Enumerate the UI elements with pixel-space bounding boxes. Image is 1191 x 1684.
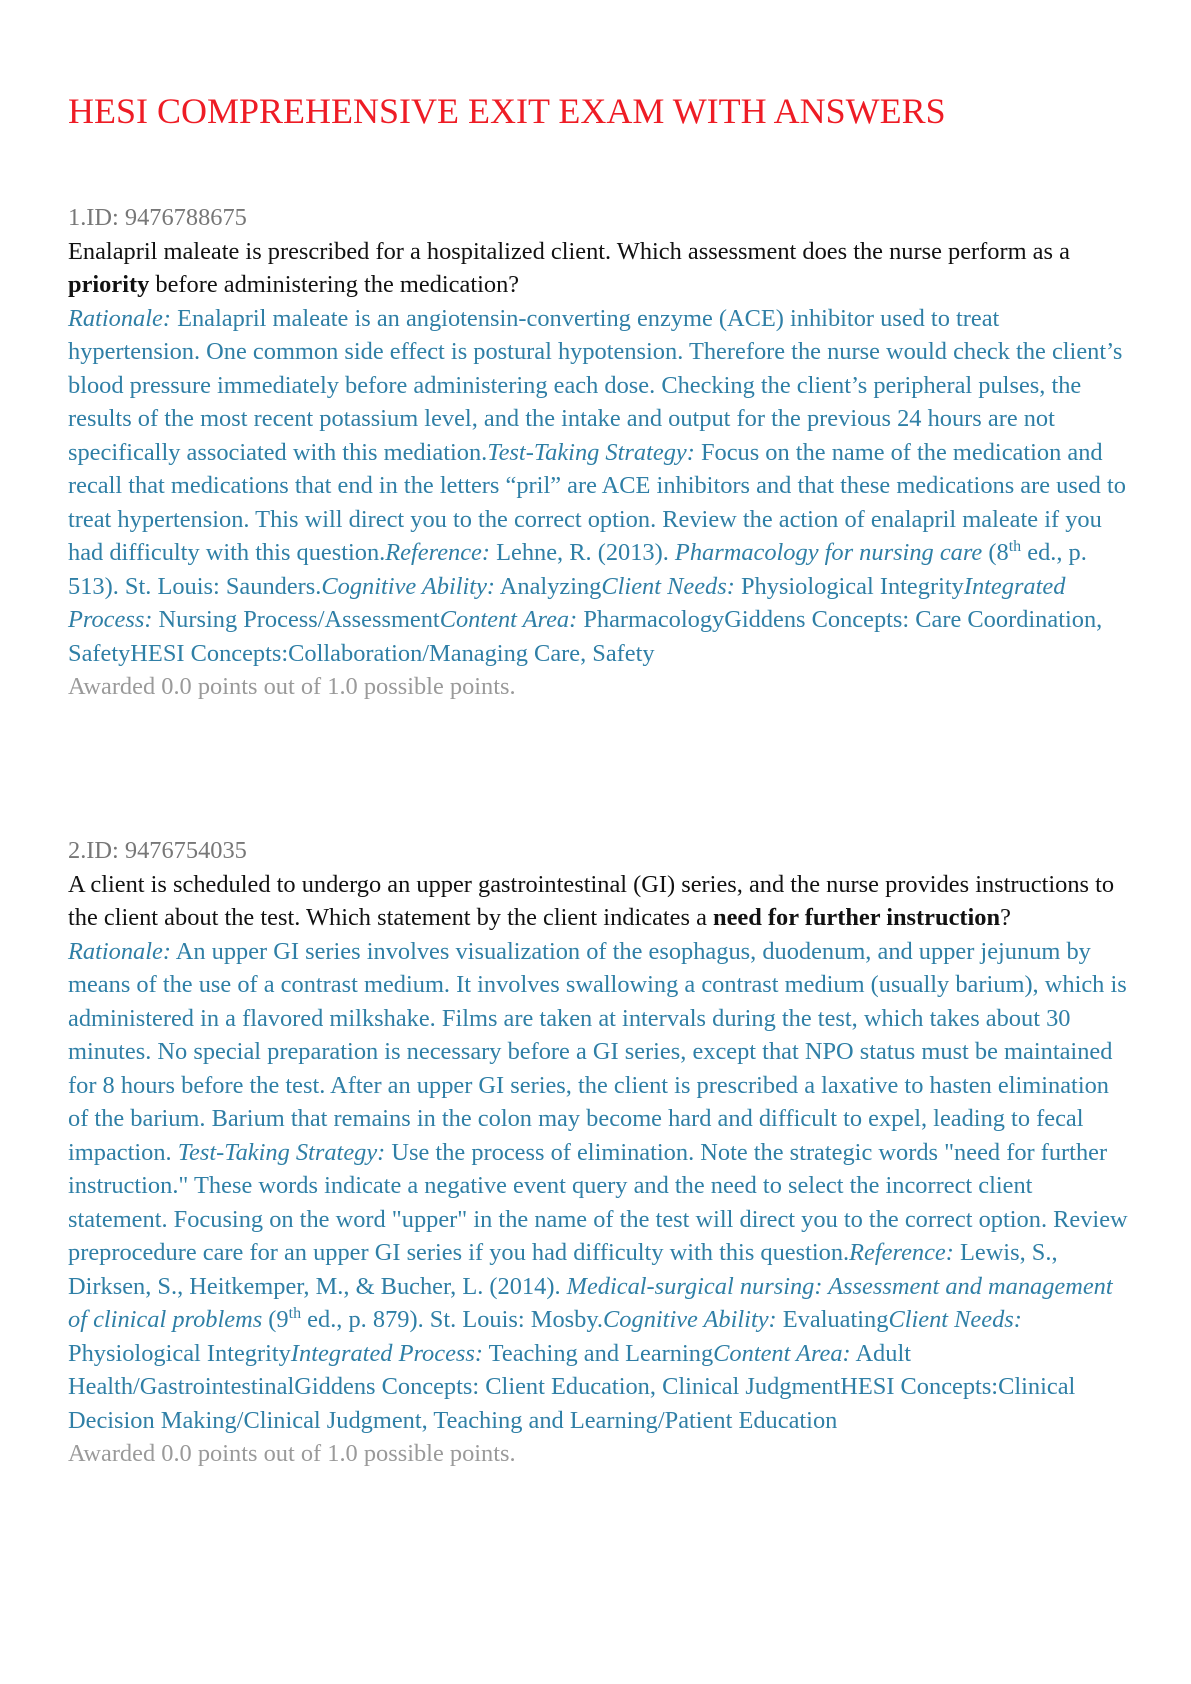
client-needs-label: Client Needs:: [601, 572, 735, 600]
strategy-label: Test-Taking Strategy:: [177, 1138, 386, 1166]
reference-label: Reference:: [849, 1239, 954, 1266]
reference-authors: Lewis, S., Dirksen, S., Heitkemper, M., & Bucher, L. (2014).: [68, 1239, 1058, 1300]
rationale-body: Enalapril maleate is an angiotensin-converting enzyme (ACE) inhibitor used to treat hypertension. One common side effect is postural hypotension. Therefore the nurse would check the client’s blood pressure immediately before administering each dose. Checking the client’s peripheral pulses, the results of the most recent potassium level, and the intake and output for the previous 24 hours are not specifically associated with this mediation.: [68, 304, 1123, 466]
question-block: [68, 201, 1128, 704]
stem-text: before administering the medication?: [149, 271, 520, 298]
stem-text: A client is scheduled to undergo an upper gastrointestinal (GI) series, and the nurse provides instructions to the client about the test. Which statement by the client indicates a: [68, 870, 1115, 931]
reference-publisher: ed., p. 879). St. Louis: Mosby.: [301, 1306, 604, 1333]
cognitive-ability-value: Evaluating: [776, 1306, 889, 1333]
stem-text: ?: [1000, 904, 1011, 931]
document-title: HESI COMPREHENSIVE EXIT EXAM WITH ANSWERS: [68, 91, 946, 131]
client-needs-label: Client Needs:: [888, 1306, 1022, 1333]
reference-publisher: ed., p. 513). St. Louis: Saunders.: [68, 539, 1087, 600]
stem-emphasis: priority: [68, 271, 150, 298]
reference-authors: Lehne, R. (2013).: [490, 539, 675, 566]
client-needs-value: Physiological Integrity: [734, 572, 964, 600]
question-id: 2.ID: 9476754035: [68, 837, 247, 864]
edition-superscript: th: [288, 1305, 302, 1322]
strategy-label: Test-Taking Strategy:: [487, 438, 695, 466]
reference-label: Reference:: [385, 539, 490, 566]
reference-book-title: Medical-surgical nursing: Assessment and management of clinical problems: [68, 1272, 1113, 1333]
cognitive-ability-label: Cognitive Ability:: [603, 1306, 777, 1333]
reference-book-title: Pharmacology for nursing care: [674, 539, 983, 566]
content-area-value: PharmacologyGiddens Concepts: Care Coordination, SafetyHESI Concepts:Collaboration/Managing Care, Safety: [68, 606, 1103, 667]
content-area-label: Content Area:: [439, 606, 578, 633]
stem-text: Enalapril maleate is prescribed for a hospitalized client. Which assessment does the nurse perform as a: [68, 237, 1070, 265]
client-needs-value: Physiological Integrity: [68, 1339, 291, 1367]
content-area-value: Adult Health/GastrointestinalGiddens Concepts: Client Education, Clinical JudgmentHESI Concepts:Clinical Decision Making/Clinical Judgment, Teaching and Learning/Patient Education: [68, 1339, 1076, 1434]
integrated-process-label: Integrated Process:: [290, 1339, 484, 1367]
score-line: Awarded 0.0 points out of 1.0 possible points.: [68, 1440, 516, 1467]
integrated-process-label: Integrated Process:: [68, 572, 1066, 633]
cognitive-ability-value: Analyzing: [495, 572, 602, 600]
integrated-process-value: Teaching and Learning: [483, 1339, 714, 1367]
stem-emphasis: need for further instruction: [713, 904, 1001, 931]
question-id: 1.ID: 9476788675: [68, 204, 247, 231]
rationale-text: [68, 935, 1128, 1438]
rationale-text: [68, 302, 1128, 671]
question-block: [68, 834, 1128, 1471]
content-area-label: Content Area:: [713, 1339, 851, 1367]
rationale-label: Rationale:: [68, 937, 171, 965]
question-stem: [68, 235, 1128, 302]
score-line: Awarded 0.0 points out of 1.0 possible points.: [68, 673, 516, 700]
reference-edition: (9: [262, 1306, 289, 1333]
edition-superscript: th: [1008, 538, 1022, 555]
question-stem: [68, 868, 1128, 935]
reference-edition: (8: [982, 539, 1009, 566]
strategy-body: Use the process of elimination. Note the strategic words "need for further instruction." These words indicate a negative event query and the need to select the incorrect client statement. Focusing on the word "upper" in the name of the test will direct you to the correct option. Review preprocedure care for an upper GI series if you had difficulty with this question.: [68, 1138, 1128, 1266]
cognitive-ability-label: Cognitive Ability:: [321, 572, 496, 600]
integrated-process-value: Nursing Process/Assessment: [152, 606, 440, 633]
rationale-label: Rationale:: [68, 304, 171, 332]
strategy-body: Focus on the name of the medication and recall that medications that end in the letters “pril” are ACE inhibitors and that these medications are used to treat hypertension. This will direct you to the correct option. Review the action of enalapril maleate if you had difficulty with this question.: [68, 438, 1126, 566]
rationale-body: An upper GI series involves visualization of the esophagus, duodenum, and upper jejunum by means of the use of a contrast medium. It involves swallowing a contrast medium (usually barium), which is administered in a flavored milkshake. Films are taken at intervals during the test, which takes about 30 minutes. No special preparation is necessary before a GI series, except that NPO status must be maintained for 8 hours before the test. After an upper GI series, the client is prescribed a laxative to hasten elimination of the barium. Barium that remains in the colon may become hard and difficult to expel, leading to fecal impaction.: [68, 937, 1127, 1166]
